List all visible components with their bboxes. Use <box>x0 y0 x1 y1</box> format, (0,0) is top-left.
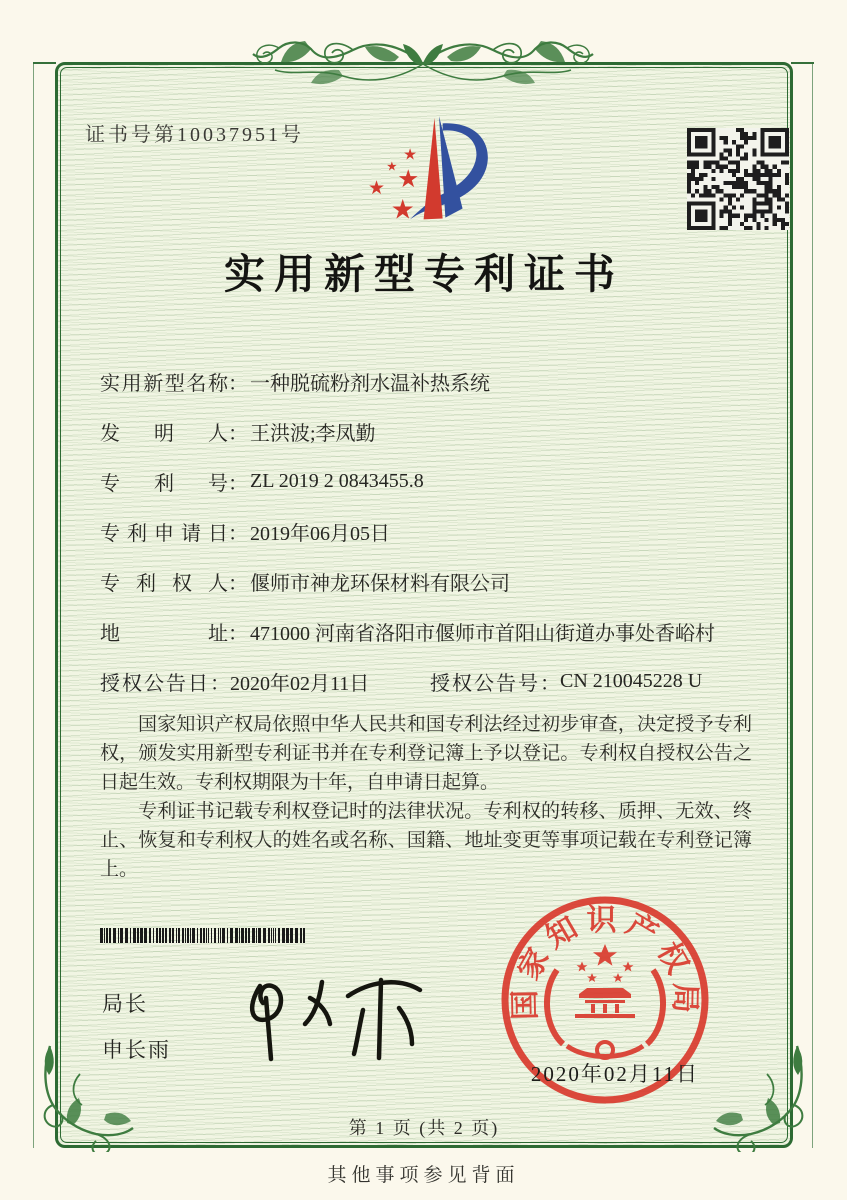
qr-code <box>687 128 789 230</box>
certificate-title: 实用新型专利证书 <box>224 251 624 297</box>
field-value: 471000 河南省洛阳市偃师市首阳山街道办事处香峪村 <box>250 622 715 645</box>
outer-margin-line-left <box>33 62 34 1148</box>
field-value: 一种脱硫粉剂水温补热系统 <box>250 372 490 395</box>
commissioner-title: 局长 <box>102 992 148 1016</box>
field-value: 王洪波;李凤勤 <box>250 422 376 445</box>
seal-date: 2020年02月11日 <box>530 1062 700 1086</box>
grant-pub-label: 授权公告号 <box>430 672 540 695</box>
logo-star-icon: ★ <box>403 146 417 164</box>
field-row-inventor: 发明人 ： 王洪波;李凤勤 <box>100 406 760 456</box>
commissioner-signature <box>230 958 430 1068</box>
field-label: 专利权人 <box>100 572 228 595</box>
back-note: 其他事项参见背面 <box>327 1165 520 1186</box>
field-row-invention-name: 实用新型名称 ： 一种脱硫粉剂水温补热系统 <box>100 356 760 406</box>
certificate-panel <box>55 62 793 1148</box>
field-value: ZL 2019 2 0843455.8 <box>250 469 424 492</box>
field-row-grant: 授权公告日 ： 2020年02月11日 授权公告号 ： CN 210045228 U <box>100 656 760 706</box>
logo-star-icon: ★ <box>397 165 420 193</box>
field-label: 地址 <box>100 622 228 645</box>
field-label: 实用新型名称 <box>100 372 228 395</box>
grant-pub-value: CN 210045228 U <box>560 669 703 692</box>
field-value: 2019年06月05日 <box>250 522 390 545</box>
cnipa-logo-icon <box>352 106 497 234</box>
outer-margin-line-right <box>812 62 813 1148</box>
commissioner-name: 申长雨 <box>102 1038 171 1062</box>
page-info: 第 1 页 (共 2 页) <box>348 1118 500 1138</box>
field-row-patentee: 专利权人 ： 偃师市神龙环保材料有限公司 <box>100 556 760 606</box>
grant-date-value: 2020年02月11日 <box>230 672 370 695</box>
top-border-stub-left <box>33 62 56 64</box>
national-emblem-icon <box>547 944 663 1058</box>
barcode <box>100 928 320 943</box>
certificate-number: 证书号第10037951号 <box>85 124 304 146</box>
top-border-stub-right <box>791 62 814 64</box>
field-label: 发明人 <box>100 422 228 445</box>
body-paragraph-1: 国家知识产权局依照中华人民共和国专利法经过初步审查，决定授予专利权，颁发实用新型专利证书并在专利登记簿上予以登记。专利权自授权公告之日起生效。专利权期限为十年，自申请日起算。 <box>100 714 752 793</box>
field-label: 专利号 <box>100 472 228 495</box>
legal-text <box>100 710 752 884</box>
seal-text: 国家知识产权局 <box>508 903 702 1021</box>
field-value: 偃师市神龙环保材料有限公司 <box>250 572 510 595</box>
grant-publication: 授权公告号 ： CN 210045228 U <box>430 656 702 706</box>
field-label: 专利申请日 <box>100 522 228 545</box>
body-paragraph-2: 专利证书记载专利权登记时的法律状况。专利权的转移、质押、无效、终止、恢复和专利权人的姓名或名称、国籍、地址变更等事项记载在专利登记簿上。 <box>100 801 752 880</box>
field-row-patent-no: 专利号 ： ZL 2019 2 0843455.8 <box>100 456 760 506</box>
field-row-address: 地址 ： 471000 河南省洛阳市偃师市首阳山街道办事处香峪村 <box>100 606 760 656</box>
signer-block <box>102 988 171 1064</box>
field-row-filing-date: 专利申请日 ： 2019年06月05日 <box>100 506 760 556</box>
logo-star-icon: ★ <box>386 159 398 174</box>
logo-star-icon: ★ <box>367 178 385 200</box>
logo-star-icon: ★ <box>390 194 415 225</box>
logo-stars <box>368 147 419 225</box>
grant-date-label: 授权公告日 <box>100 672 210 695</box>
logo-red-wedge <box>424 118 443 220</box>
field-list <box>100 356 760 706</box>
